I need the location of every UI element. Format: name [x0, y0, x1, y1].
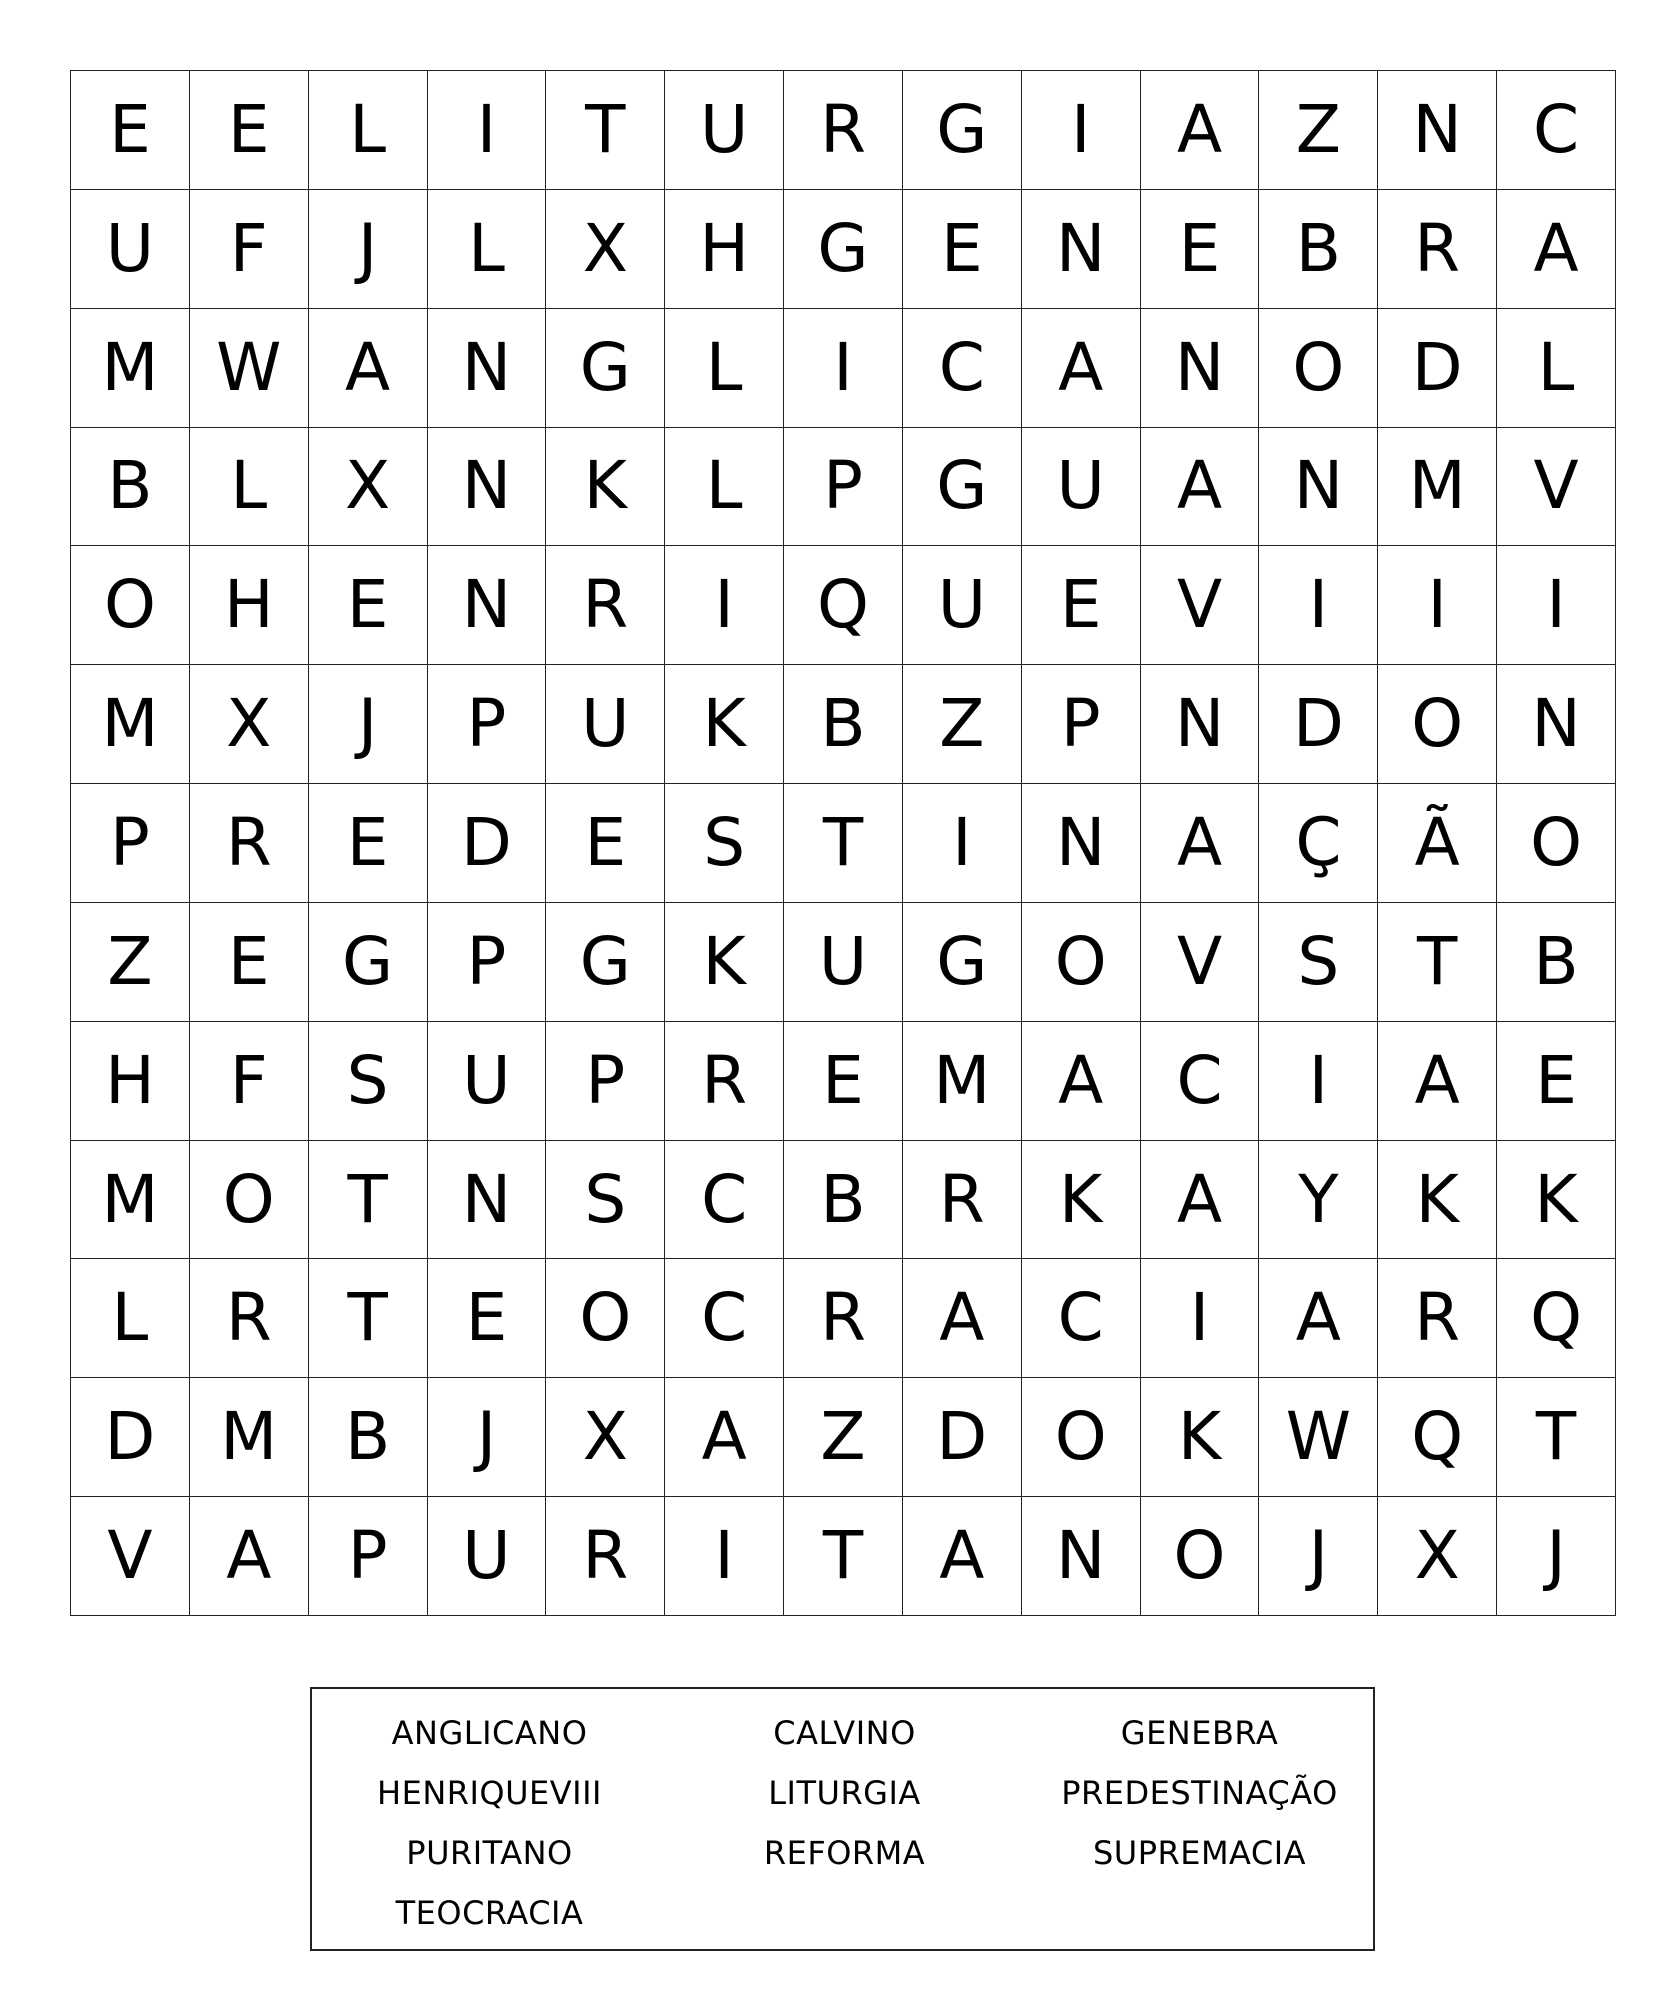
- grid-cell[interactable]: G: [903, 903, 1022, 1022]
- grid-cell[interactable]: J: [309, 665, 428, 784]
- grid-cell[interactable]: P: [428, 665, 547, 784]
- grid-cell[interactable]: R: [1378, 190, 1497, 309]
- grid-cell[interactable]: D: [1378, 309, 1497, 428]
- grid-cell[interactable]: A: [1259, 1259, 1378, 1378]
- grid-cell[interactable]: V: [1141, 546, 1260, 665]
- grid-cell[interactable]: E: [309, 784, 428, 903]
- grid-cell[interactable]: M: [71, 665, 190, 784]
- word-bank-item: PURITANO: [406, 1834, 573, 1872]
- word-bank-item: REFORMA: [763, 1834, 926, 1872]
- grid-cell[interactable]: V: [1141, 903, 1260, 1022]
- grid-cell[interactable]: X: [1378, 1497, 1497, 1616]
- grid-cell[interactable]: H: [190, 546, 309, 665]
- grid-cell[interactable]: R: [190, 1259, 309, 1378]
- grid-cell[interactable]: G: [784, 190, 903, 309]
- grid-cell[interactable]: L: [665, 428, 784, 547]
- word-bank-item: LITURGIA: [768, 1774, 921, 1812]
- grid-cell[interactable]: N: [1378, 71, 1497, 190]
- grid-cell[interactable]: Z: [71, 903, 190, 1022]
- grid-cell[interactable]: J: [1259, 1497, 1378, 1616]
- grid-cell[interactable]: S: [546, 1141, 665, 1260]
- grid-cell[interactable]: A: [903, 1497, 1022, 1616]
- grid-cell[interactable]: I: [428, 71, 547, 190]
- grid-cell[interactable]: P: [546, 1022, 665, 1141]
- grid-cell[interactable]: T: [309, 1141, 428, 1260]
- grid-cell[interactable]: E: [1022, 546, 1141, 665]
- grid-cell[interactable]: H: [71, 1022, 190, 1141]
- word-bank-item: CALVINO: [773, 1714, 916, 1752]
- grid-cell[interactable]: P: [309, 1497, 428, 1616]
- grid-cell[interactable]: C: [1141, 1022, 1260, 1141]
- grid-cell[interactable]: P: [71, 784, 190, 903]
- grid-cell[interactable]: U: [903, 546, 1022, 665]
- grid-cell[interactable]: O: [1022, 903, 1141, 1022]
- grid-cell[interactable]: K: [1022, 1141, 1141, 1260]
- grid-cell[interactable]: D: [903, 1378, 1022, 1497]
- grid-cell[interactable]: I: [1141, 1259, 1260, 1378]
- grid-cell[interactable]: N: [428, 546, 547, 665]
- grid-cell[interactable]: D: [1259, 665, 1378, 784]
- grid-cell[interactable]: B: [309, 1378, 428, 1497]
- grid-cell[interactable]: P: [1022, 665, 1141, 784]
- grid-cell[interactable]: X: [546, 190, 665, 309]
- grid-cell[interactable]: Z: [784, 1378, 903, 1497]
- grid-cell[interactable]: A: [1141, 784, 1260, 903]
- grid-cell[interactable]: B: [784, 665, 903, 784]
- grid-cell[interactable]: K: [1141, 1378, 1260, 1497]
- word-bank-item: TEOCRACIA: [395, 1894, 584, 1932]
- grid-cell[interactable]: R: [546, 546, 665, 665]
- grid-cell[interactable]: J: [309, 190, 428, 309]
- grid-cell[interactable]: I: [1022, 71, 1141, 190]
- grid-cell[interactable]: A: [665, 1378, 784, 1497]
- grid-cell[interactable]: Z: [903, 665, 1022, 784]
- grid-cell[interactable]: A: [1141, 428, 1260, 547]
- grid-cell[interactable]: B: [71, 428, 190, 547]
- grid-cell[interactable]: I: [665, 1497, 784, 1616]
- grid-cell[interactable]: Q: [1497, 1259, 1616, 1378]
- grid-cell[interactable]: R: [190, 784, 309, 903]
- grid-cell[interactable]: T: [546, 71, 665, 190]
- grid-cell[interactable]: F: [190, 1022, 309, 1141]
- grid-cell[interactable]: C: [665, 1141, 784, 1260]
- grid-cell[interactable]: G: [546, 903, 665, 1022]
- grid-cell[interactable]: A: [1141, 71, 1260, 190]
- grid-cell[interactable]: K: [1378, 1141, 1497, 1260]
- grid-cell[interactable]: E: [903, 190, 1022, 309]
- grid-cell[interactable]: R: [784, 1259, 903, 1378]
- grid-cell[interactable]: A: [1141, 1141, 1260, 1260]
- grid-cell[interactable]: Ã: [1378, 784, 1497, 903]
- grid-cell[interactable]: N: [1022, 1497, 1141, 1616]
- grid-cell[interactable]: X: [309, 428, 428, 547]
- grid-cell[interactable]: D: [71, 1378, 190, 1497]
- grid-cell[interactable]: S: [309, 1022, 428, 1141]
- grid-cell[interactable]: I: [903, 784, 1022, 903]
- grid-cell[interactable]: A: [1022, 309, 1141, 428]
- grid-cell[interactable]: A: [1497, 190, 1616, 309]
- grid-cell[interactable]: M: [1378, 428, 1497, 547]
- grid-cell[interactable]: G: [903, 71, 1022, 190]
- grid-cell[interactable]: K: [665, 665, 784, 784]
- grid-cell[interactable]: Q: [1378, 1378, 1497, 1497]
- grid-cell[interactable]: O: [1141, 1497, 1260, 1616]
- grid-cell[interactable]: R: [1378, 1259, 1497, 1378]
- grid-cell[interactable]: H: [665, 190, 784, 309]
- grid-cell[interactable]: X: [190, 665, 309, 784]
- grid-cell[interactable]: A: [190, 1497, 309, 1616]
- grid-cell[interactable]: R: [546, 1497, 665, 1616]
- grid-cell[interactable]: N: [428, 1141, 547, 1260]
- grid-cell[interactable]: I: [1497, 546, 1616, 665]
- grid-cell[interactable]: O: [546, 1259, 665, 1378]
- grid-cell[interactable]: S: [1259, 903, 1378, 1022]
- grid-cell[interactable]: O: [71, 546, 190, 665]
- grid-cell[interactable]: L: [190, 428, 309, 547]
- grid-cell[interactable]: L: [1497, 309, 1616, 428]
- grid-cell[interactable]: C: [665, 1259, 784, 1378]
- grid-cell[interactable]: L: [71, 1259, 190, 1378]
- grid-cell[interactable]: U: [1022, 428, 1141, 547]
- grid-cell[interactable]: O: [1497, 784, 1616, 903]
- grid-cell[interactable]: I: [1259, 546, 1378, 665]
- grid-cell[interactable]: E: [1497, 1022, 1616, 1141]
- grid-cell[interactable]: A: [309, 309, 428, 428]
- word-bank-item: SUPREMACIA: [1092, 1834, 1307, 1872]
- grid-cell[interactable]: A: [1022, 1022, 1141, 1141]
- grid-cell[interactable]: N: [428, 428, 547, 547]
- grid-cell[interactable]: M: [71, 1141, 190, 1260]
- grid-cell[interactable]: U: [665, 71, 784, 190]
- grid-cell[interactable]: O: [1378, 665, 1497, 784]
- grid-cell[interactable]: O: [190, 1141, 309, 1260]
- grid-cell[interactable]: S: [665, 784, 784, 903]
- grid-cell[interactable]: C: [1022, 1259, 1141, 1378]
- grid-cell[interactable]: Y: [1259, 1141, 1378, 1260]
- grid-cell[interactable]: E: [190, 71, 309, 190]
- grid-cell[interactable]: Ç: [1259, 784, 1378, 903]
- grid-cell[interactable]: T: [1378, 903, 1497, 1022]
- grid-cell[interactable]: O: [1259, 309, 1378, 428]
- grid-cell[interactable]: U: [784, 903, 903, 1022]
- grid-cell[interactable]: C: [1497, 71, 1616, 190]
- grid-cell[interactable]: L: [428, 190, 547, 309]
- grid-cell[interactable]: A: [903, 1259, 1022, 1378]
- grid-cell[interactable]: N: [1497, 665, 1616, 784]
- grid-cell[interactable]: U: [546, 665, 665, 784]
- grid-cell[interactable]: N: [1141, 309, 1260, 428]
- grid-cell[interactable]: R: [784, 71, 903, 190]
- grid-cell[interactable]: J: [1497, 1497, 1616, 1616]
- grid-cell[interactable]: X: [546, 1378, 665, 1497]
- grid-cell[interactable]: U: [428, 1497, 547, 1616]
- grid-cell[interactable]: M: [903, 1022, 1022, 1141]
- letter-grid: [70, 70, 1616, 1616]
- grid-cell[interactable]: K: [546, 428, 665, 547]
- grid-cell[interactable]: Z: [1259, 71, 1378, 190]
- grid-cell[interactable]: E: [546, 784, 665, 903]
- grid-cell[interactable]: E: [71, 71, 190, 190]
- grid-cell[interactable]: G: [309, 903, 428, 1022]
- word-bank-item: ANGLICANO: [391, 1714, 588, 1752]
- grid-cell[interactable]: D: [428, 784, 547, 903]
- grid-cell[interactable]: R: [903, 1141, 1022, 1260]
- grid-cell[interactable]: P: [428, 903, 547, 1022]
- grid-cell[interactable]: V: [71, 1497, 190, 1616]
- grid-cell[interactable]: T: [784, 1497, 903, 1616]
- grid-cell[interactable]: N: [1022, 784, 1141, 903]
- grid-cell[interactable]: C: [903, 309, 1022, 428]
- grid-cell[interactable]: V: [1497, 428, 1616, 547]
- grid-cell[interactable]: O: [1022, 1378, 1141, 1497]
- grid-cell[interactable]: K: [1497, 1141, 1616, 1260]
- grid-cell[interactable]: K: [665, 903, 784, 1022]
- grid-cell[interactable]: I: [1378, 546, 1497, 665]
- grid-cell[interactable]: I: [784, 309, 903, 428]
- grid-cell[interactable]: E: [1141, 190, 1260, 309]
- grid-cell[interactable]: N: [1022, 190, 1141, 309]
- grid-cell[interactable]: E: [190, 903, 309, 1022]
- grid-cell[interactable]: N: [1259, 428, 1378, 547]
- grid-cell[interactable]: G: [903, 428, 1022, 547]
- grid-cell[interactable]: U: [428, 1022, 547, 1141]
- grid-cell[interactable]: B: [784, 1141, 903, 1260]
- grid-cell[interactable]: W: [190, 309, 309, 428]
- grid-cell[interactable]: N: [1141, 665, 1260, 784]
- grid-cell[interactable]: T: [784, 784, 903, 903]
- grid-cell[interactable]: G: [546, 309, 665, 428]
- grid-cell[interactable]: P: [784, 428, 903, 547]
- grid-cell[interactable]: T: [309, 1259, 428, 1378]
- grid-cell[interactable]: B: [1497, 903, 1616, 1022]
- grid-cell[interactable]: U: [71, 190, 190, 309]
- grid-cell[interactable]: Q: [784, 546, 903, 665]
- grid-cell[interactable]: E: [309, 546, 428, 665]
- grid-cell[interactable]: J: [428, 1378, 547, 1497]
- word-bank-item: GENEBRA: [1120, 1714, 1279, 1752]
- grid-cell[interactable]: B: [1259, 190, 1378, 309]
- grid-cell[interactable]: W: [1259, 1378, 1378, 1497]
- grid-cell[interactable]: E: [784, 1022, 903, 1141]
- grid-cell[interactable]: I: [665, 546, 784, 665]
- grid-cell[interactable]: T: [1497, 1378, 1616, 1497]
- word-bank: [310, 1687, 1375, 1951]
- grid-cell[interactable]: L: [309, 71, 428, 190]
- word-bank-item: PREDESTINAÇÃO: [1061, 1774, 1338, 1812]
- grid-cell[interactable]: E: [428, 1259, 547, 1378]
- grid-cell[interactable]: M: [71, 309, 190, 428]
- grid-cell[interactable]: A: [1378, 1022, 1497, 1141]
- grid-cell[interactable]: F: [190, 190, 309, 309]
- grid-cell[interactable]: N: [428, 309, 547, 428]
- grid-cell[interactable]: R: [665, 1022, 784, 1141]
- grid-cell[interactable]: L: [665, 309, 784, 428]
- grid-cell[interactable]: M: [190, 1378, 309, 1497]
- word-bank-item: HENRIQUEVIII: [377, 1774, 602, 1812]
- grid-cell[interactable]: I: [1259, 1022, 1378, 1141]
